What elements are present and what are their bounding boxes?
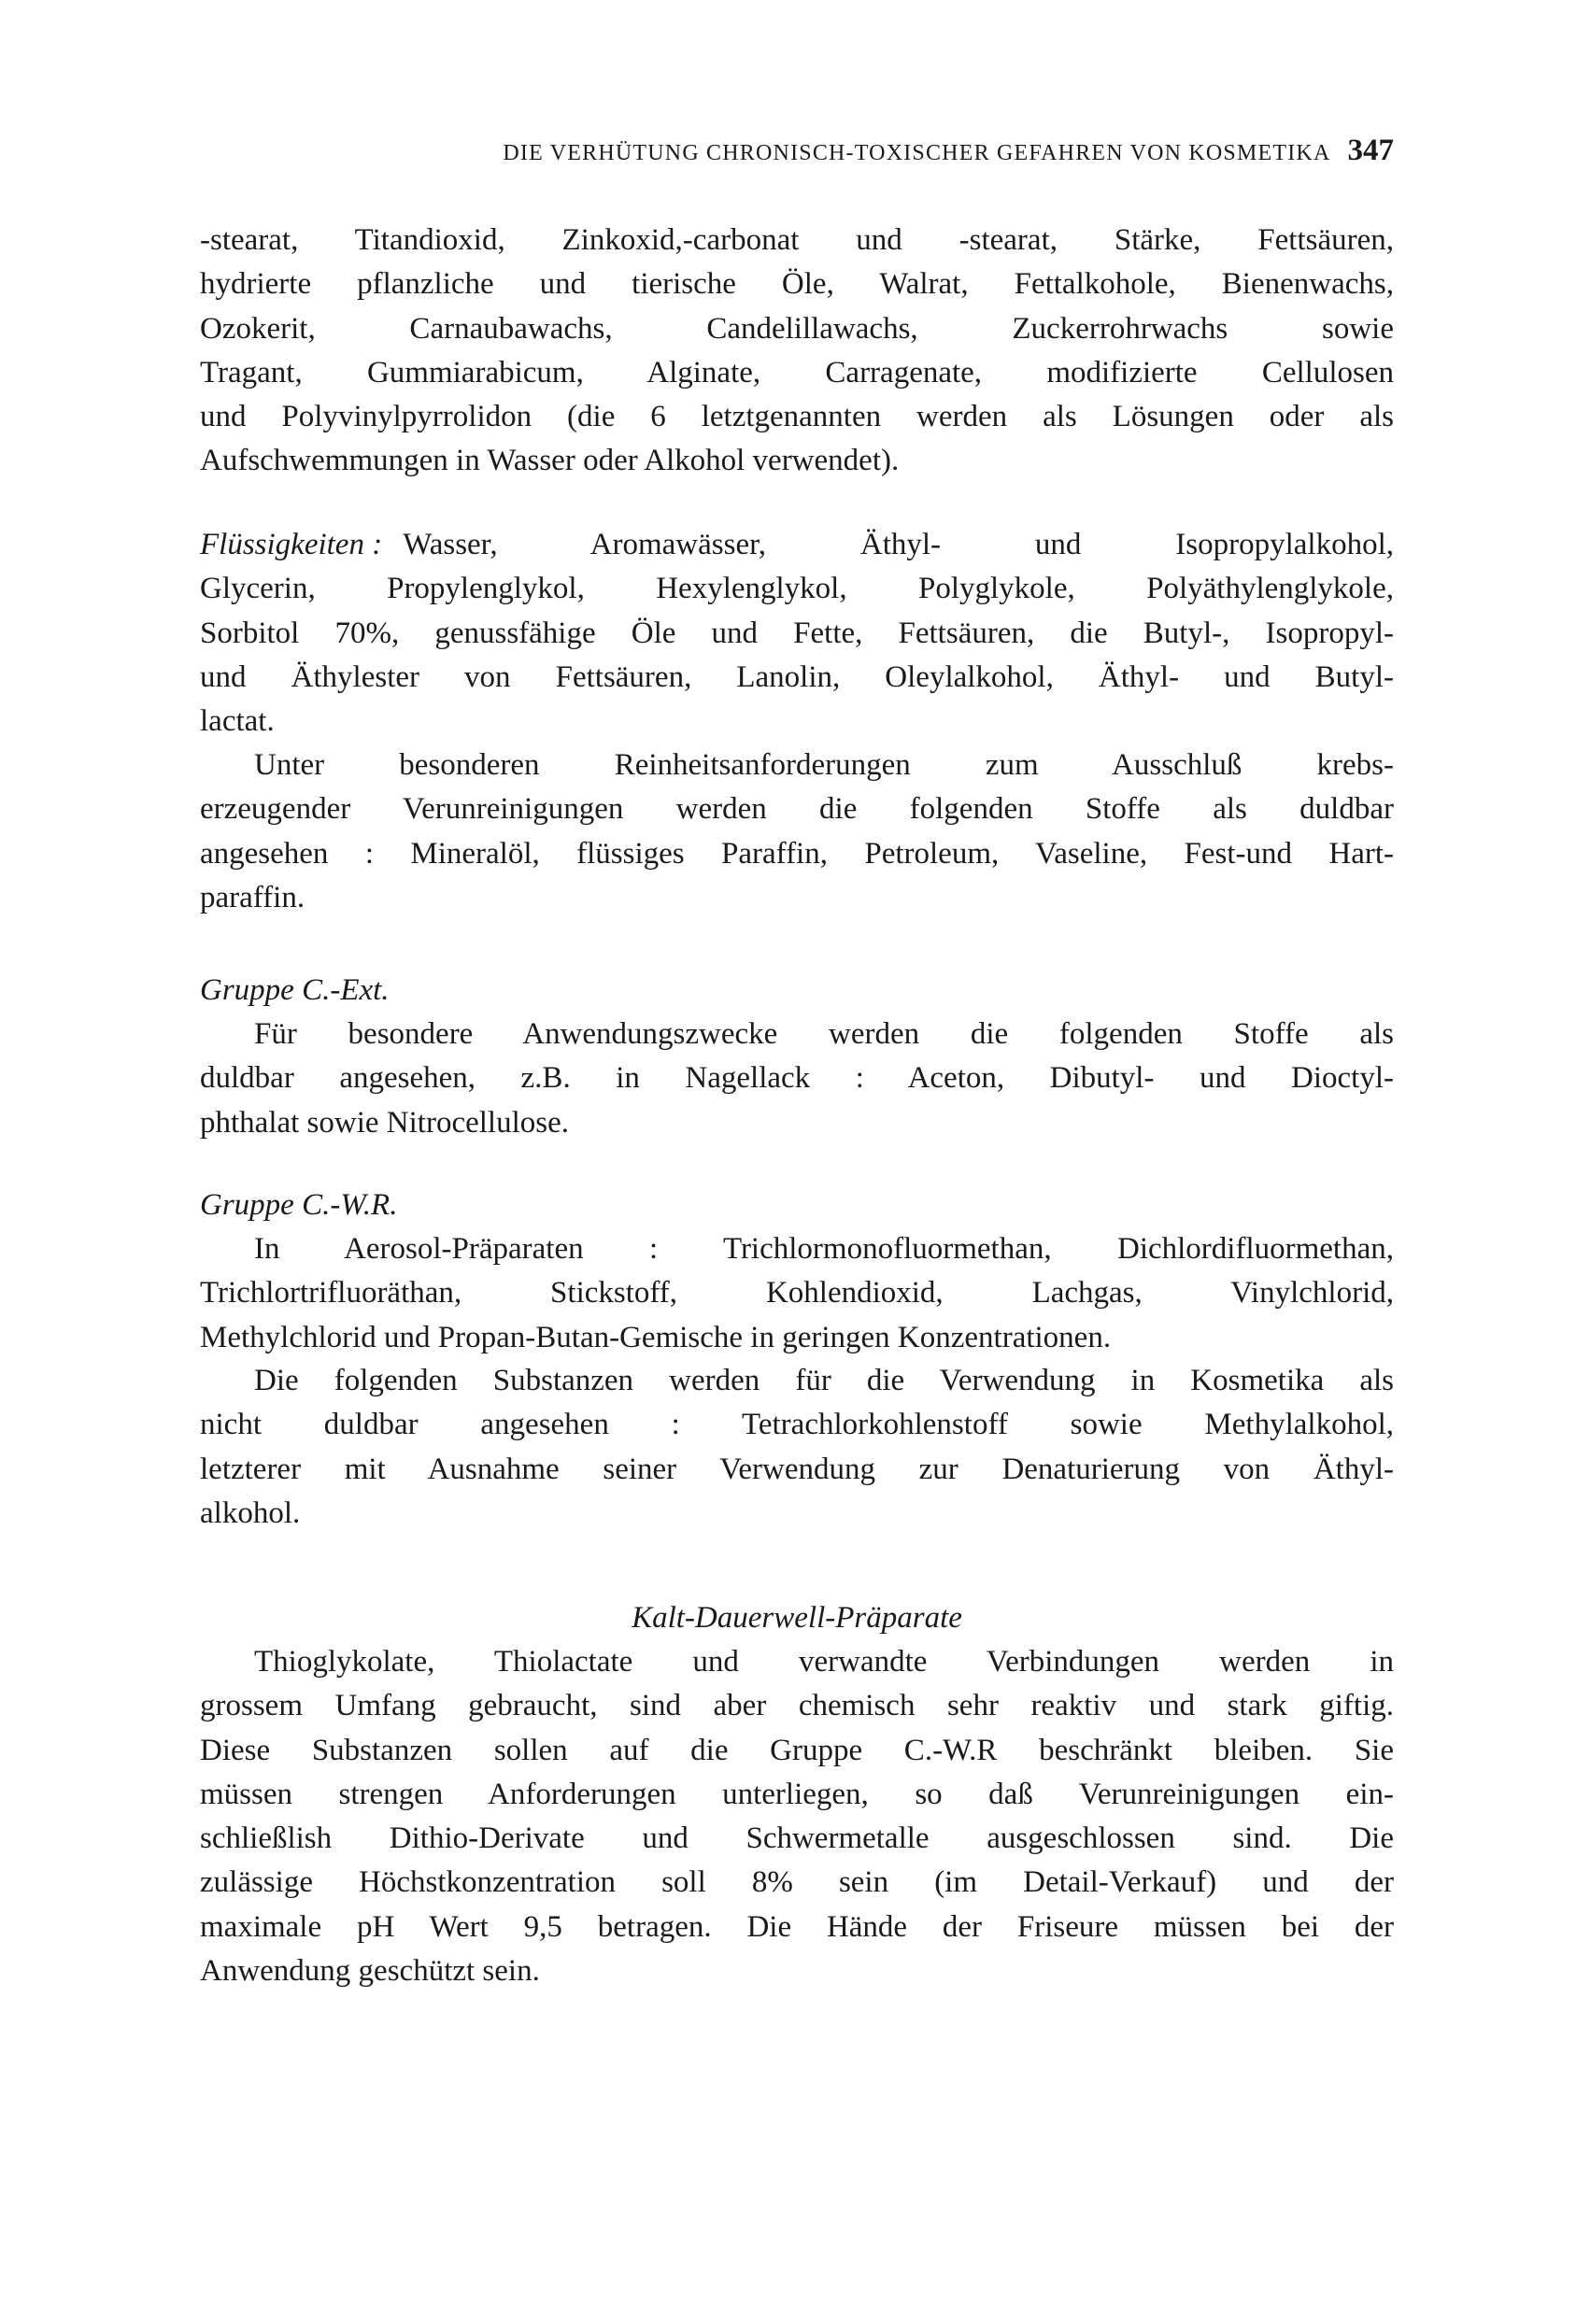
text-line: duldbar angesehen, z.B. in Nagellack : Aceton, Dibutyl- und Dioctyl- xyxy=(200,1061,1394,1096)
text-line: In Aerosol-Präparaten : Trichlormonofluormethan, Dichlordifluormethan, xyxy=(254,1232,1394,1266)
text-line: Ozokerit, Carnaubawachs, Candelillawachs, Zuckerrohrwachs sowie xyxy=(200,311,1394,346)
text-line: -stearat, Titandioxid, Zinkoxid,-carbonat und -stearat, Stärke, Fettsäuren, xyxy=(200,223,1394,257)
liquids-label: Flüssigkeiten : xyxy=(200,528,383,561)
text-line: Für besondere Anwendungszwecke werden die folgenden Stoffe als xyxy=(254,1017,1394,1051)
page-number: 347 xyxy=(1347,134,1394,167)
paragraph-purity xyxy=(200,744,1394,920)
text-line: alkohol. xyxy=(200,1495,301,1530)
text-line: und Polyvinylpyrrolidon (die 6 letztgenannten werden als Lösungen oder als xyxy=(200,400,1394,434)
text-line: nicht duldbar angesehen : Tetrachlorkohlenstoff sowie Methylalkohol, xyxy=(200,1408,1394,1442)
text-line: Tragant, Gummiarabicum, Alginate, Carragenate, modifizierte Cellulosen xyxy=(200,355,1394,390)
text-line: lactat. xyxy=(200,704,275,739)
text-line: Anwendung geschützt sein. xyxy=(200,1954,540,1989)
group-ext-heading: Gruppe C.-Ext. xyxy=(200,973,390,1007)
text-line: grossem Umfang gebraucht, sind aber chemisch sehr reaktiv und stark giftig. xyxy=(200,1689,1394,1723)
text-line: Wasser, Aromawässer, Äthyl- und Isopropylalkohol, xyxy=(403,528,1394,561)
paragraph-perm-wave xyxy=(200,1640,1394,1993)
text-line: maximale pH Wert 9,5 betragen. Die Hände der Friseure müssen bei der xyxy=(200,1909,1394,1944)
text-line: hydrierte pflanzliche und tierische Öle, Walrat, Fettalkohole, Bienenwachs, xyxy=(200,267,1394,302)
paragraph-group-wr xyxy=(200,1227,1394,1360)
paragraph-group-ext xyxy=(200,1013,1394,1145)
text-line: Thioglykolate, Thiolactate und verwandte Verbindungen werden in xyxy=(254,1645,1394,1679)
text-line: Diese Substanzen sollen auf die Gruppe C.-W.R beschränkt bleiben. Sie xyxy=(200,1733,1394,1767)
text-line: phthalat sowie Nitrocellulose. xyxy=(200,1105,569,1140)
running-title: DIE VERHÜTUNG CHRONISCH-TOXISCHER GEFAHREN VON KOSMETIKA xyxy=(503,141,1331,165)
text-line: erzeugender Verunreinigungen werden die folgenden Stoffe als duldbar xyxy=(200,792,1394,827)
text-line: müssen strengen Anforderungen unterliegen, so daß Verunreinigungen ein- xyxy=(200,1777,1394,1811)
text-line: Die folgenden Substanzen werden für die Verwendung in Kosmetika als xyxy=(254,1364,1394,1397)
group-wr-heading: Gruppe C.-W.R. xyxy=(200,1188,398,1222)
text-line: Methylchlorid und Propan-Butan-Gemische in geringen Konzentrationen. xyxy=(200,1320,1112,1354)
text-line: schließlish Dithio-Derivate und Schwermetalle ausgeschlossen sind. Die xyxy=(200,1821,1394,1856)
text-line: letzterer mit Ausnahme seiner Verwendung zur Denaturierung von Äthyl- xyxy=(200,1452,1394,1486)
text-line: Trichlortrifluoräthan, Stickstoff, Kohlendioxid, Lachgas, Vinylchlorid, xyxy=(200,1276,1394,1311)
running-header xyxy=(200,129,1394,173)
section-heading: Kalt-Dauerwell-Präparate xyxy=(632,1601,962,1635)
text-line: paraffin. xyxy=(200,880,305,914)
text-line: Glycerin, Propylenglykol, Hexylenglykol, Polyglykole, Polyäthylenglykole, xyxy=(200,572,1394,606)
text-line: und Äthylester von Fettsäuren, Lanolin, Oleylalkohol, Äthyl- und Butyl- xyxy=(200,659,1394,694)
paragraph-not-tolerable xyxy=(200,1359,1394,1536)
text-line: Unter besonderen Reinheitsanforderungen zum Ausschluß krebs- xyxy=(254,748,1394,782)
text-line: zulässige Höchstkonzentration soll 8% sein (im Detail-Verkauf) und der xyxy=(200,1865,1394,1900)
paragraph-liquids xyxy=(200,523,1394,744)
text-line: Sorbitol 70%, genussfähige Öle und Fette, Fettsäuren, die Butyl-, Isopropyl- xyxy=(200,616,1394,650)
text-line: angesehen : Mineralöl, flüssiges Paraffin, Petroleum, Vaseline, Fest-und Hart- xyxy=(200,836,1394,871)
text-line: Aufschwemmungen in Wasser oder Alkohol verwendet). xyxy=(200,444,900,478)
paragraph-powders xyxy=(200,219,1394,484)
